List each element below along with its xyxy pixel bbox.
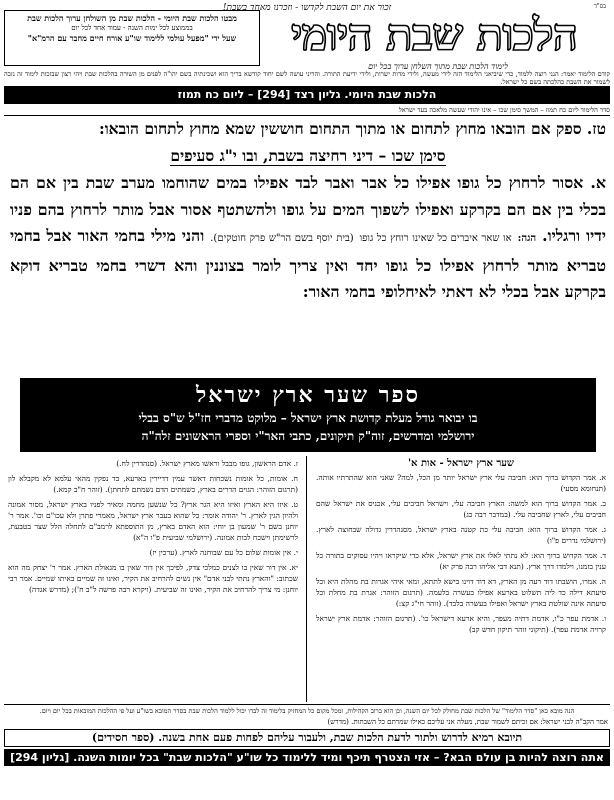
halacha-continuation: והני מילי בחמי האור אבל בחמי טבריא מותר לרחוץ אפילו כל גופו יחד ואין צריך לומר בצוננין והא דשרי בחמי טבריא דוקא בקרקע אבל בכלי לא דאתי לאיחלופי בחמי האור: (10, 226, 606, 301)
hagah-label: הגה: (517, 233, 537, 244)
dedication-line: שעל ידי "מפעל עולמי ללימוד שו"ע אורח חיים מחבר עם הרמ"א" (27, 33, 237, 43)
column-divider (306, 456, 307, 702)
book-title: ספר שער ארץ ישראל (195, 382, 421, 408)
entry: ו. אדמת עפר כ"ו, אדמת דתיה מעפר, והיא ארעא דישראל כו'. (תרגום הזוהר: אדמת ארץ ישראל קרויה אדמת עפר). (תיקוני זוהר תיקון חדש קב) (316, 614, 606, 634)
intro-prayer: קודם הלימוד יאמר: הנני רוצה ללמוד, כדי שיביאני הלימוד הזה לידי מעשה, ולידי מדות ישרות, ולידי ידיעת התורה. והריני עושה לשם יחוד קודשא בריך הוא ושכינתיה בשם יהו"ה לפנים מן השורה בהלכות שבת ויהי רצון שבזכות לימוד זה נזכה לשמור את השבת כהלכתה בשם כל ישראל. (4, 70, 610, 86)
footer-bar-call-to-action: אתה רוצה להיות בן עולם הבא? – אזי הצטרף תיכף ומיד ללימוד כל שו"ע "הלכות שבת" בכל יומות השנה. [גליון 294] (4, 749, 610, 766)
masthead-tagline: לימוד הלכות שבת מתוך השלחן ערוך בכל יום (368, 62, 508, 71)
column-left (8, 458, 298, 599)
book-subtitle-line: ירושלמי ומדרשים, זוה"ק תיקונים, כתבי האר"י וספרי הראשונים זלה"ה (141, 429, 475, 443)
entry: ה. אמרו, הושבתו דוד רעה מן הארץ, דא דוד דוינו בישא לתתא, ומאי איהי אגרות בת מהלת היא וכל סיעתא דילה כד ליה תשלוט בארעא אפילו בעשרה בלעמה. (תרגום הזוהר: אגרת בת מחלת וכל סיעתה אינה שולטת בארץ ישראל ואפילו בעשרה בלבד). (זוהר חי"ג קצ:) (316, 577, 606, 608)
dedication-line: מבטו הלכות שבת היומי - הלכות שבת מן השולחן ערוך הלכות שבת (27, 13, 237, 23)
entry: ז. אדם הראשון, גופו מבבל וראשו מארץ ישראל. (סנהדרין לח.) (116, 459, 298, 468)
column-heading: שער ארץ ישראל - אות א' (407, 458, 515, 469)
entry: י. אין אומות שלום כל עם שבוחנה לארץ. (ערכין יז) (149, 548, 298, 557)
halacha-heading: טז. ספק אם הובאו מחוץ לתחום או מתוך התחום חוששין שמא מחוץ לתחום הובאו: (98, 119, 606, 138)
entry: יא. אין דור שאין בו לצנים כמלכי צדק, לפיכך אין דור שאין בו מגאולת הארץ. אמר ר' יצחק מה הוא שכתוב: "והארץ נתתי לבני אדם" אין נשים להרחיב את הקיר, ואינו זה שמיים באיתו שמיים. אמר רבי יוחנן: מי צריך להרחיב את הקיר, ואינו זה שביעית. (ויקרא רבה פרשה ל"ב ח'); (מדרש אגדה) (8, 563, 298, 594)
dedication-line: בממוצע לכל ימות השנה - עמוד אחד לכל יום (71, 24, 193, 32)
footer (4, 704, 610, 766)
entry: א. אמר הקדוש ברוך הוא: חביבה עלי ארץ ישראל יותר מן הכל, למה? שאני הוא שהתרתיו אותה. (תנחומא מסעי) (316, 473, 606, 493)
corner-mark: בס"ד (594, 3, 606, 10)
dedication-box (4, 10, 260, 66)
column-right (316, 458, 606, 639)
entry: ב. אמר הקדוש ברוך הוא למשה: הארץ חביבה עלי, וישראל חביבים עלי, אכניס את ישראל שהם חביבים עלי, לארץ שחביבה עלי. (במדבר רבה כג) (316, 499, 606, 519)
siman-title (10, 146, 606, 166)
entry: ג. אמר הקדוש ברוך הוא: חביבה עלי כת קטנה בארץ ישראל, מסנהדרין גדולה שבחוצה לארץ. (ירושלמי נדרים פ"ו) (316, 525, 606, 545)
book-subtitle (21, 409, 595, 445)
entry: ד. אמר הקדוש ברוך הוא: לא נתתי לאלו את ארץ ישראל, אלא כדי שיקראו ויהיו עסוקים בתורה כל ענין בזמנו, וילמדו דרך ארץ. (תנא דבי אליהו רבה פרק יא) (316, 551, 606, 571)
schedule-line: סדר הלימוד ליום כח תמוז – המשך סימן שכו – אינו יהודי שעשה מלאכה בעד ישראל (4, 106, 610, 116)
book-subtitle-line: בו יבואר גודל מעלת קדושת ארץ ישראל – מלוקט מדברי חז"ל ש"ס בבלי (138, 411, 478, 425)
hagah-text: או שאר איברים כל שאינו רוחץ כל גופו (359, 233, 512, 244)
book-banner (20, 378, 596, 452)
footer-bar-quote: תיובא רמיא לדרוש ולתור לדעת הלכות שבת, ולעבור עליהם לפחות פעם אחת בשנה. (ספר חסידים) (4, 729, 610, 747)
siman-title-text: סימן שכו – דיני רחיצה בשבת, ובו י"ג סעיפים (170, 146, 446, 165)
entry: ט. איזו היא הארץ ואיזו היא הגר ארץ? כל שנשען מחמה ומאיר לפניו בארץ ישראל, מסור אמונה ולהיון הגין לארץ. ר' יהודה אומר: כל שהוא בעבר ארץ ישראל, מאמרי פתרן ולא עכו"ם וכו'. אמר ר' יוחנן בשם ר' שמעון בן יוחי: הוא האדם בארץ, מן התוספתא לרמב"ם לתחלה הלל שצר בטבעת, לרשימתן וישכח לבות אמונה. (ירושלמי שביעית פ"ו ה"א) (8, 500, 298, 542)
source-citation: (בית יוסף בשם הר"ש פרק חוטקים). (210, 233, 354, 244)
issue-bar: הלכות שבת היומי. גליון רצד [294] – ליום כח תמוז (4, 86, 610, 104)
footer-notice: הנה מובא כאן "סדר הלימוד" של הלכות שבת מחולק לכל יום השנה, וכן הוא ברוב הקהילות, ומכל מקום כל המחזיק בלימוד זה לבדו יכול ללמוד הלכות שבת בסדר המובא בשו"ע ועל פי ההלכות המובאות בכל יום ויום. (39, 707, 575, 715)
masthead (4, 2, 610, 86)
halacha-body (10, 170, 606, 306)
seif-a: א. אסור לרחוץ כל גופו אפילו כל אבר ואבר לבד אפילו במים שהוחמו מערב שבת בין אם הם בכלי בין אם הם בקרקע ואפילו לשפוך המים על גופו ולהשתטף אסור אבל מותר לרחוץ בהם פניו ידיו ורגליו. (10, 173, 607, 245)
top-notice: זכור את יום השבת לקדשו - וזכרנו מאחד בשבת! (222, 3, 392, 13)
entry: ח. אומות, כל אומות נשכחות דאשר עמין דדיירין בארעא, כד נפקין מהאי עלמא לא מקבלא לון (תרגום הזוהר: הגוים הדרים בארץ, כשמתים הדם נשמתם לתחתן). (זוהר ח"ב קמא.) (8, 474, 298, 494)
masthead-title: הלכות שבת היומי (290, 10, 578, 61)
footer-note: אמר הקב"ה לבני ישראל: אם זכיתם לשמור שבת, מעלה אני עליכם כאילו שמרתם כל השבתות. (מדרש) (327, 718, 608, 726)
